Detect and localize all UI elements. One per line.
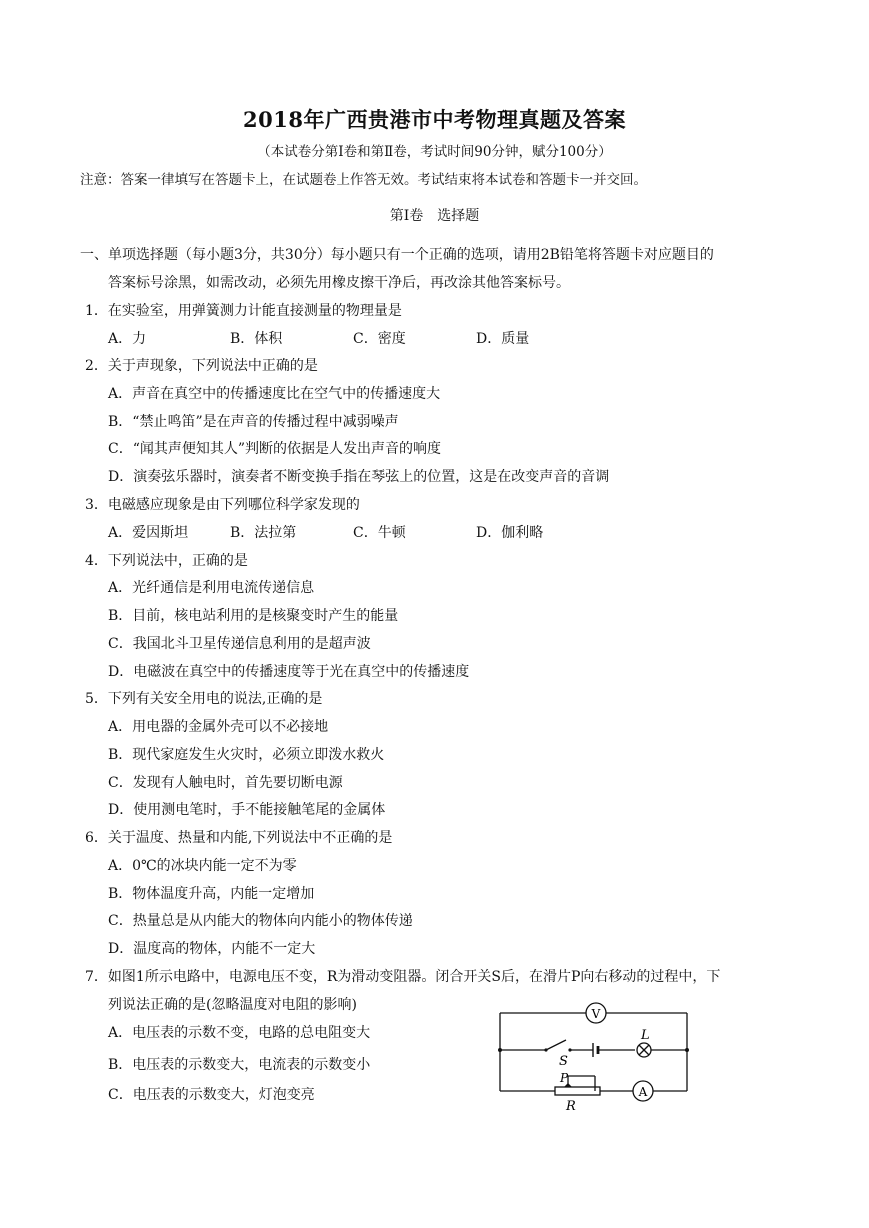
question-1-option-a: A．力	[108, 331, 147, 347]
question-7-option-b: B．电压表的示数变大，电流表的示数变小	[108, 1057, 371, 1073]
question-7-stem-line1: 7．如图1所示电路中，电源电压不变，R为滑动变阻器。闭合开关S后，在滑片P向右移动的过程中，下	[85, 969, 721, 985]
question-1-stem: 1．在实验室，用弹簧测力计能直接测量的物理量是	[85, 303, 402, 319]
question-6-stem: 6．关于温度、热量和内能,下列说法中不正确的是	[85, 830, 393, 846]
question-2-option-b: B．“禁止鸣笛”是在声音的传播过程中减弱噪声	[108, 414, 399, 430]
question-5-option-d: D．使用测电笔时，手不能接触笔尾的金属体	[108, 802, 386, 818]
slider-label: P	[560, 1071, 569, 1085]
question-4-option-d: D．电磁波在真空中的传播速度等于光在真空中的传播速度	[108, 664, 470, 680]
question-2-stem: 2．关于声现象，下列说法中正确的是	[85, 358, 318, 374]
question-4-option-a: A．光纤通信是利用电流传递信息	[108, 580, 315, 596]
question-7-option-c: C．电压表的示数变大，灯泡变亮	[108, 1087, 315, 1103]
question-6-option-d: D．温度高的物体，内能不一定大	[108, 941, 316, 957]
question-3-option-a: A．爱因斯坦	[108, 525, 189, 541]
switch-icon	[546, 1040, 566, 1050]
question-3-stem: 3．电磁感应现象是由下列哪位科学家发现的	[85, 497, 360, 513]
rheostat-icon	[555, 1087, 600, 1095]
question-3-option-d: D．伽利略	[476, 525, 544, 541]
switch-label: S	[559, 1054, 568, 1069]
question-1-option-d: D．质量	[476, 331, 530, 347]
exam-subtitle: （本试卷分第Ⅰ卷和第Ⅱ卷，考试时间90分钟，赋分100分）	[257, 144, 612, 160]
question-5-option-b: B．现代家庭发生火灾时，必须立即泼水救火	[108, 747, 385, 763]
ammeter-label: A	[638, 1085, 648, 1099]
lamp-label: L	[641, 1028, 650, 1043]
question-4-option-b: B．目前，核电站利用的是核聚变时产生的能量	[108, 608, 399, 624]
part-instructions-line2: 答案标号涂黑，如需改动，必须先用橡皮擦干净后，再改涂其他答案标号。	[108, 275, 570, 291]
question-7-option-a: A．电压表的示数不变，电路的总电阻变大	[108, 1025, 371, 1041]
question-2-option-d: D．演奏弦乐器时，演奏者不断变换手指在琴弦上的位置，这是在改变声音的音调	[108, 469, 610, 485]
question-2-option-a: A．声音在真空中的传播速度比在空气中的传播速度大	[108, 386, 441, 402]
question-5-stem: 5．下列有关安全用电的说法,正确的是	[85, 691, 323, 707]
circuit-diagram	[490, 1000, 700, 1120]
part-instructions-line1: 一、单项选择题（每小题3分，共30分）每小题只有一个正确的选项，请用2B铅笔将答题卡对应题目的	[80, 247, 714, 263]
exam-note: 注意：答案一律填写在答题卡上，在试题卷上作答无效。考试结束将本试卷和答题卡一并交回。	[80, 172, 647, 188]
question-4-option-c: C．我国北斗卫星传递信息利用的是超声波	[108, 636, 371, 652]
question-6-option-b: B．物体温度升高，内能一定增加	[108, 886, 315, 902]
question-5-option-c: C．发现有人触电时，首先要切断电源	[108, 775, 343, 791]
voltmeter-label: V	[591, 1007, 601, 1021]
question-1-option-b: B．体积	[230, 331, 283, 347]
question-3-option-b: B．法拉第	[230, 525, 297, 541]
question-4-stem: 4．下列说法中，正确的是	[85, 553, 248, 569]
section-title: 第Ⅰ卷 选择题	[389, 208, 480, 224]
rheostat-label: R	[566, 1099, 576, 1114]
question-6-option-a: A．0℃的冰块内能一定不为零	[108, 858, 297, 874]
question-1-option-c: C．密度	[353, 331, 406, 347]
question-7-stem-line2: 列说法正确的是(忽略温度对电阻的影响)	[108, 997, 357, 1013]
question-6-option-c: C．热量总是从内能大的物体向内能小的物体传递	[108, 913, 413, 929]
question-3-option-c: C．牛顿	[353, 525, 406, 541]
question-2-option-c: C．“闻其声便知其人”判断的依据是人发出声音的响度	[108, 441, 442, 457]
page-title: 2018年广西贵港市中考物理真题及答案	[243, 107, 626, 132]
question-5-option-a: A．用电器的金属外壳可以不必接地	[108, 719, 329, 735]
